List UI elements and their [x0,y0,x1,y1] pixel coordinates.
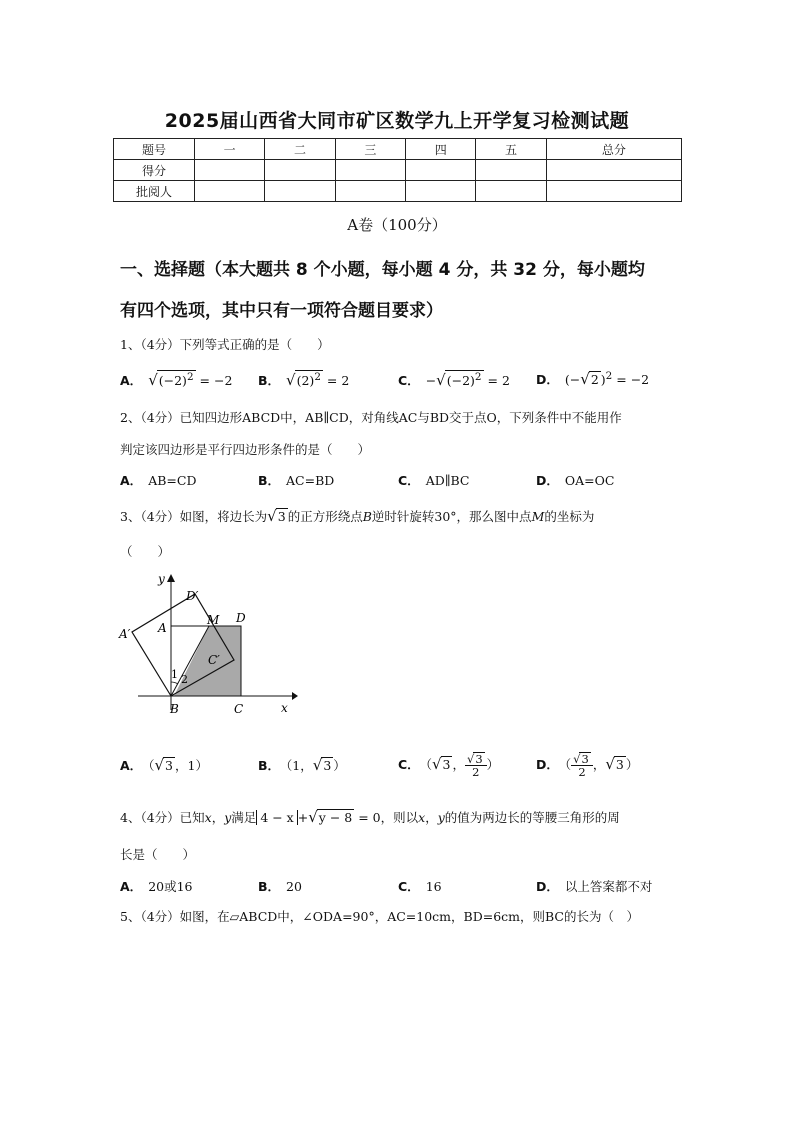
rhs: = 2 [487,373,510,389]
label-d-prime: D′ [186,589,199,603]
option-label: C． [398,756,420,772]
fraction [465,752,487,778]
radicand: 3 [277,509,286,524]
radicand: (2) [296,373,315,389]
stem-text: 的值为两边长的等腰三角形的周 [444,810,620,825]
option-label: B． [258,473,281,488]
root-sign: √ [308,808,318,826]
exponent: 2 [314,371,321,383]
q4-option-d [536,877,652,895]
radicand: 3 [323,758,332,773]
angle-arc [171,682,178,684]
q3-option-c [398,752,499,778]
radicand: 3 [442,756,451,772]
label-b: B [170,702,179,716]
score-row [114,160,682,181]
point-m: M [531,509,545,524]
option-label: A． [120,473,143,488]
option-label: C． [398,879,420,894]
q3-option-b [258,756,346,774]
rhs: = 2 [326,373,350,389]
stem-text: 4、（4分）已知 [120,810,205,825]
q2-option-a [120,471,196,489]
option-label: D． [536,756,559,772]
stem-text: 3、（4分）如图，将边长为 [120,509,268,524]
paren-open: （ [425,756,432,772]
root-sign: √ [605,754,615,773]
score-table [113,138,682,202]
q3-rotated-square-figure [118,570,298,720]
stem-text: ，则以 [380,810,419,825]
option-label: C． [398,373,420,389]
comma: ， [211,810,225,825]
q1-option-c [398,370,510,389]
label-a: A [158,621,167,635]
option-text: 以上答案都不对 [564,879,653,894]
option-label: A． [120,879,143,894]
separator: ， [452,756,465,772]
exponent: 2 [474,371,482,383]
exponent: 2 [605,370,613,382]
q4-option-b [258,877,302,895]
score-row-label: 批阅人 [114,181,195,202]
stem-text: 逆时针旋转30°，那么图中点 [371,509,532,524]
radicand: y − 8 [318,810,353,825]
point-b: B [362,509,372,524]
radicand: 2 [590,372,599,388]
option-text: AD∥BC [425,473,470,488]
radicand: 3 [475,752,483,766]
option-label: A． [120,373,143,389]
paren-open: (− [564,372,581,388]
q4-options [120,877,682,899]
option-label: D． [536,879,559,894]
option-text: AB=CD [148,473,197,488]
q2-option-d [536,471,614,489]
q2-stem-line2: 判定该四边形是平行四边形条件的是（ ） [120,442,371,457]
score-cell [335,181,405,202]
q4-option-c [398,877,442,895]
label-y: y [158,572,165,586]
paren-close: ） [486,756,500,772]
score-header-cell: 题号 [114,139,195,160]
score-row-label: 得分 [114,160,195,181]
q3-option-d [536,752,638,778]
plus-sign: + [297,810,309,825]
q3-stem-line1 [120,507,682,525]
q1-option-b [258,370,349,389]
label-c: C [234,702,244,716]
separator: ， [300,758,313,773]
score-cell [195,181,265,202]
score-header-cell: 三 [335,139,405,160]
paren-close: ） [333,758,346,773]
q4-stem-line1 [120,808,682,826]
q3-stem-line2: （ ） [120,544,171,559]
exponent: 2 [186,371,194,383]
part1-heading-line2: 有四个选项，其中只有一项符合题目要求） [120,301,443,321]
paren-close: ） [625,756,639,772]
option-label: D． [536,473,559,488]
label-angle-2: 2 [181,673,188,686]
score-header-cell: 五 [476,139,546,160]
option-label: B． [258,373,281,389]
score-cell [335,160,405,181]
option-label: B． [258,758,281,773]
denominator: 2 [578,765,586,780]
label-d: D [236,611,246,625]
stem-text: 满足 [231,810,257,825]
q4-stem-line2: 长是（ ） [120,847,196,862]
radicand: 3 [581,752,589,766]
q3-option-a [120,756,208,774]
score-header-cell: 总分 [546,139,681,160]
label-x: x [281,701,288,715]
stem-text: 的正方形绕点 [287,509,363,524]
label-a-prime: A′ [119,627,131,641]
q4-option-a [120,877,193,895]
q1-option-d [536,370,649,388]
score-cell [546,160,681,181]
paren-open: （ [148,758,155,773]
root-sign: √ [267,507,277,525]
score-table-header-row [114,139,682,160]
q1-options [120,370,682,392]
score-cell [476,160,546,181]
var-x: x [204,810,212,825]
q2-option-b [258,471,334,489]
root-sign: √ [436,371,446,390]
score-cell [546,181,681,202]
value: 1 [292,758,301,773]
q2-stem-line1: 2、（4分）已知四边形ABCD中，AB∥CD，对角线AC与BD交于点O，下列条件中不能用作 [120,410,622,425]
radicand: (−2) [158,373,187,389]
score-header-cell: 二 [265,139,335,160]
option-text: 16 [425,879,442,894]
option-label: A． [120,758,143,773]
score-header-cell: 四 [406,139,476,160]
root-sign: √ [312,756,323,774]
var-y: y [437,810,445,825]
rhs: = 0 [358,810,381,825]
root-sign: √ [148,371,158,390]
q1-option-a [120,370,232,389]
q1-stem: 1、（4分）下列等式正确的是（ ） [120,337,330,352]
score-cell [265,181,335,202]
root-sign: √ [580,370,590,389]
rhs: = −2 [199,373,233,389]
radicand: (−2) [446,373,475,389]
radicand: 3 [615,756,624,772]
q2-option-c [398,471,470,489]
option-text: 20 [286,879,302,894]
score-header-cell: 一 [195,139,265,160]
abs-value: 4 − x [256,810,297,825]
score-cell [265,160,335,181]
paren-open: （ [286,758,293,773]
var-x: x [418,810,426,825]
score-cell [476,181,546,202]
score-cell [406,160,476,181]
root-sign: √ [286,371,296,390]
q2-options [120,471,682,493]
rhs: = −2 [616,372,650,388]
label-angle-1: 1 [171,668,178,681]
exam-title: 2025届山西省大同市矿区数学九上开学复习检测试题 [164,110,630,132]
score-cell [195,160,265,181]
option-text: AC=BD [286,473,335,488]
denominator: 2 [472,765,480,780]
radicand: 3 [165,758,173,773]
separator: ， [592,756,606,772]
q5-stem: 5、（4分）如图，在▱ABCD中，∠ODA=90°，AC=10cm，BD=6cm，则BC的长为（ ） [120,909,639,924]
option-label: B． [258,879,281,894]
var-y: y [224,810,232,825]
fraction [571,752,593,778]
section-a-title: A卷（100分） [347,216,447,234]
option-label: D． [536,372,559,388]
stem-text: 的坐标为 [544,509,595,524]
separator: ， [174,758,188,773]
minus-sign: − [425,373,437,389]
y-axis-arrow [167,574,175,582]
root-sign: √ [466,752,475,766]
q3-options [120,752,682,782]
option-text: OA=OC [564,473,615,488]
root-sign: √ [431,754,442,773]
value: 1 [187,758,196,773]
root-sign: √ [154,756,165,774]
comma: ， [425,810,438,825]
root-sign: √ [573,752,581,766]
paren-close: ） [195,758,208,773]
reviewer-row [114,181,682,202]
score-cell [406,181,476,202]
x-axis-arrow [292,692,298,700]
paren-open: （ [564,756,572,772]
paren-close: ) [600,372,606,388]
part1-heading-line1: 一、选择题（本大题共 8 个小题，每小题 4 分，共 32 分，每小题均 [120,260,645,280]
option-label: C． [398,473,420,488]
option-text: 20或16 [148,879,193,894]
label-m: M [207,613,220,627]
label-c-prime: C′ [208,653,220,667]
